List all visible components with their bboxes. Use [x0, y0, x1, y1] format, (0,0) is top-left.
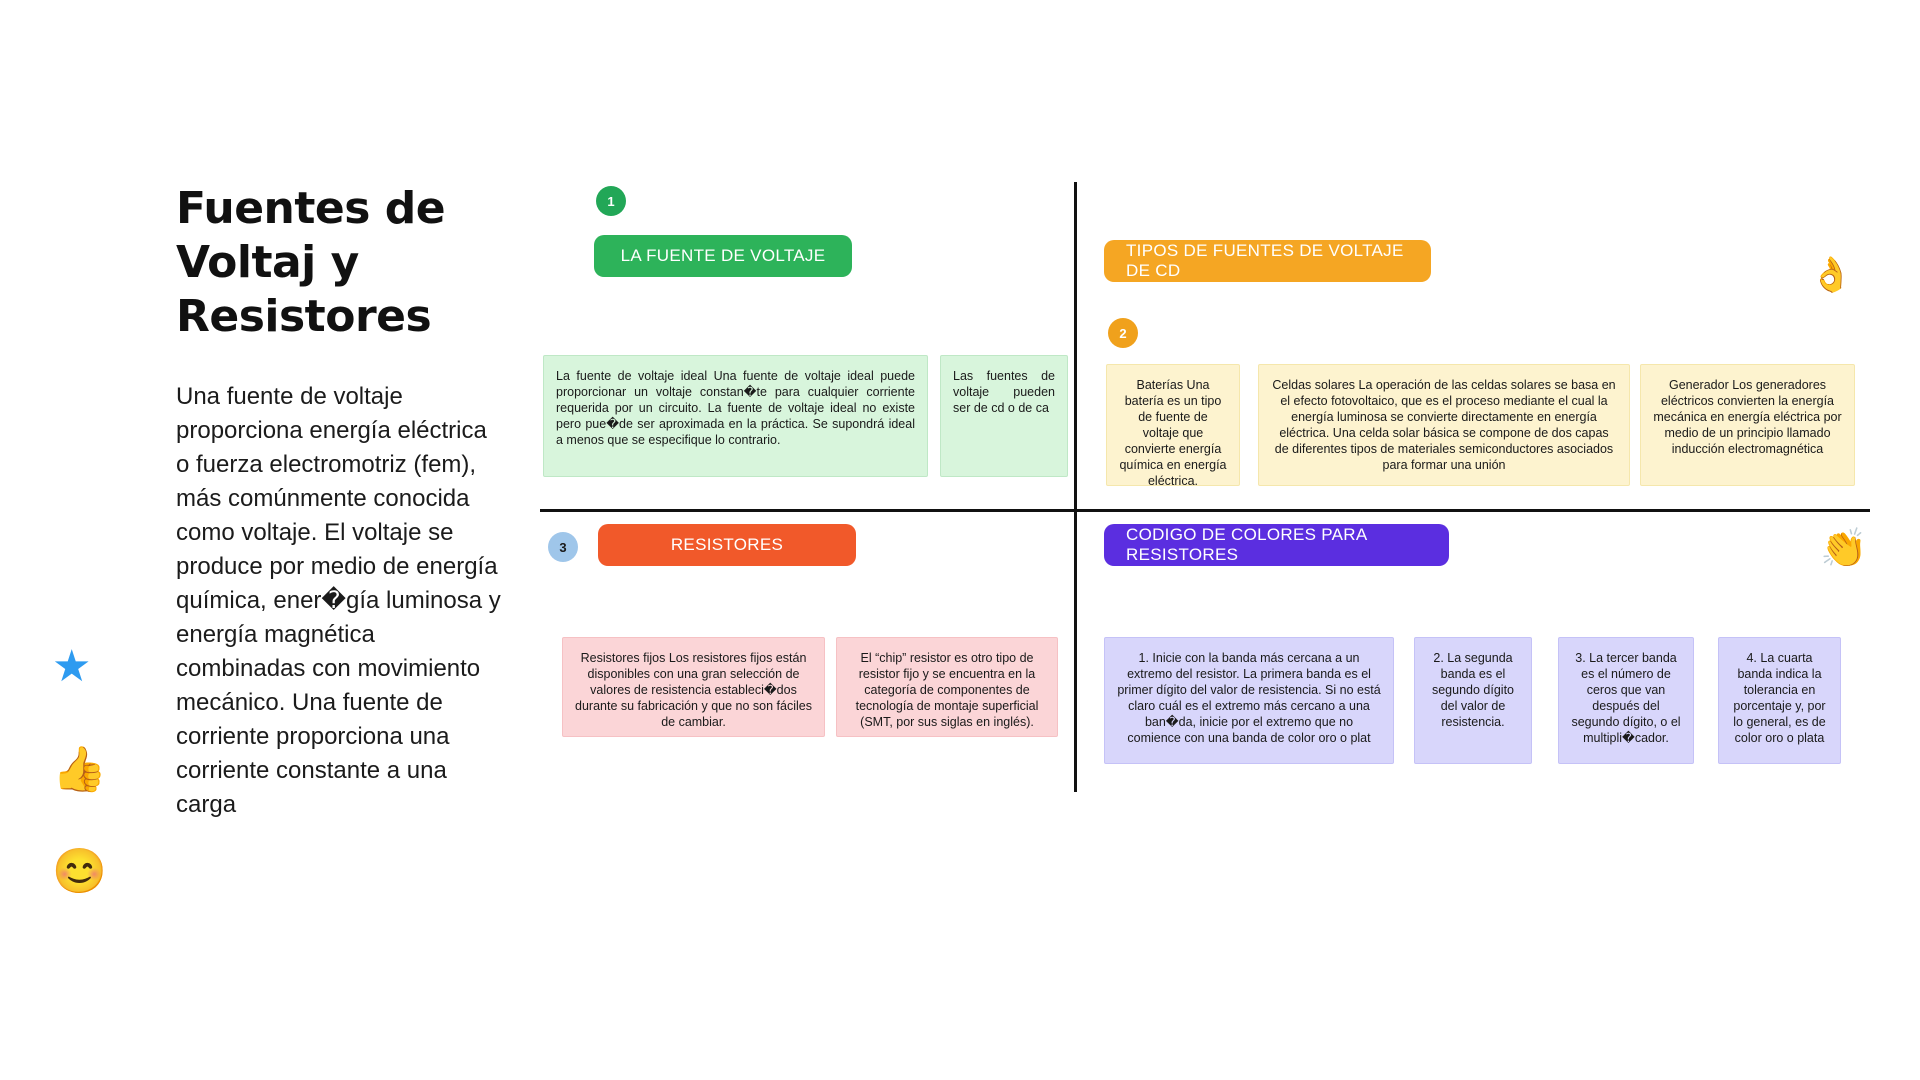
note-card[interactable]: 3. La tercer banda es el número de ceros que van después del segundo dígito, o el multipli�cador.	[1558, 637, 1694, 764]
section-header-voltage[interactable]: LA FUENTE DE VOLTAJE	[594, 235, 852, 277]
note-card[interactable]: Celdas solares La operación de las celdas solares se basa en el efecto fotovoltaico, que es el proceso mediante el cual la energía luminosa se convierte directamente en energía eléctrica. Una celda solar básica se compone de dos capas de diferentes tipos de materiales semiconductores asociados para formar una unión	[1258, 364, 1630, 486]
clapping-hands-icon: 👏	[1820, 528, 1868, 570]
section-header-resistores[interactable]: RESISTORES	[598, 524, 856, 566]
ok-hand-icon: 👌	[1810, 256, 1853, 294]
smiling-face-icon: 😊	[52, 847, 107, 896]
note-card[interactable]: 2. La segunda banda es el segundo dígito del valor de resistencia.	[1414, 637, 1532, 764]
note-card[interactable]: 1. Inicie con la banda más cercana a un extremo del resistor. La primera banda es el primer dígito del valor de resistencia. Si no está claro cuál es el extremo más cercano a una ban�da, inicie por el extremo que no comience con una banda de color oro o plat	[1104, 637, 1394, 764]
horizontal-divider	[540, 509, 1870, 512]
badge-2: 2	[1108, 318, 1138, 348]
page-title: Fuentes de Voltaj y Resistores	[176, 183, 446, 342]
note-card[interactable]: La fuente de voltaje ideal Una fuente de voltaje ideal puede proporcionar un voltaje constan�te para cualquier corriente requerida por un circuito. La fuente de voltaje ideal no existe pero pue�de ser aproximada en la práctica. Se supondrá ideal a menos que se especifique lo contrario.	[543, 355, 928, 477]
intro-paragraph: Una fuente de voltaje proporciona energía eléctrica o fuerza electromotriz (fem), más comúnmente conocida como voltaje. El voltaje se produce por medio de energía química, ener�gía luminosa y energía magnética combinadas con movimiento mecánico. Una fuente de corriente proporciona una corriente constante a una carga	[176, 383, 501, 818]
badge-3: 3	[548, 532, 578, 562]
note-card[interactable]: Generador Los generadores eléctricos convierten la energía mecánica en energía eléctrica por medio de un principio llamado inducción electromagnética	[1640, 364, 1855, 486]
note-card[interactable]: 4. La cuarta banda indica la tolerancia en porcentaje y, por lo general, es de color oro o plata	[1718, 637, 1841, 764]
section-header-tipos[interactable]: TIPOS DE FUENTES DE VOLTAJE DE CD	[1104, 240, 1431, 282]
intro-block	[176, 182, 506, 822]
badge-1: 1	[596, 186, 626, 216]
section-header-codigo[interactable]: CODIGO DE COLORES PARA RESISTORES	[1104, 524, 1449, 566]
note-card[interactable]: El “chip” resistor es otro tipo de resistor fijo y se encuentra en la categoría de componentes de tecnología de montaje superficial (SMT, por sus siglas en inglés).	[836, 637, 1058, 737]
thumbs-up-icon: 👍	[52, 745, 107, 794]
note-card[interactable]: Resistores fijos Los resistores fijos están disponibles con una gran selección de valores de resistencia estableci�dos durante su fabricación y que no son fáciles de cambiar.	[562, 637, 825, 737]
star-icon: ★	[52, 642, 92, 691]
note-card[interactable]: Baterías Una batería es un tipo de fuente de voltaje que convierte energía química en energía eléctrica.	[1106, 364, 1240, 486]
note-card[interactable]: Las fuentes de voltaje pueden ser de cd o de ca	[940, 355, 1068, 477]
vertical-divider	[1074, 182, 1077, 792]
